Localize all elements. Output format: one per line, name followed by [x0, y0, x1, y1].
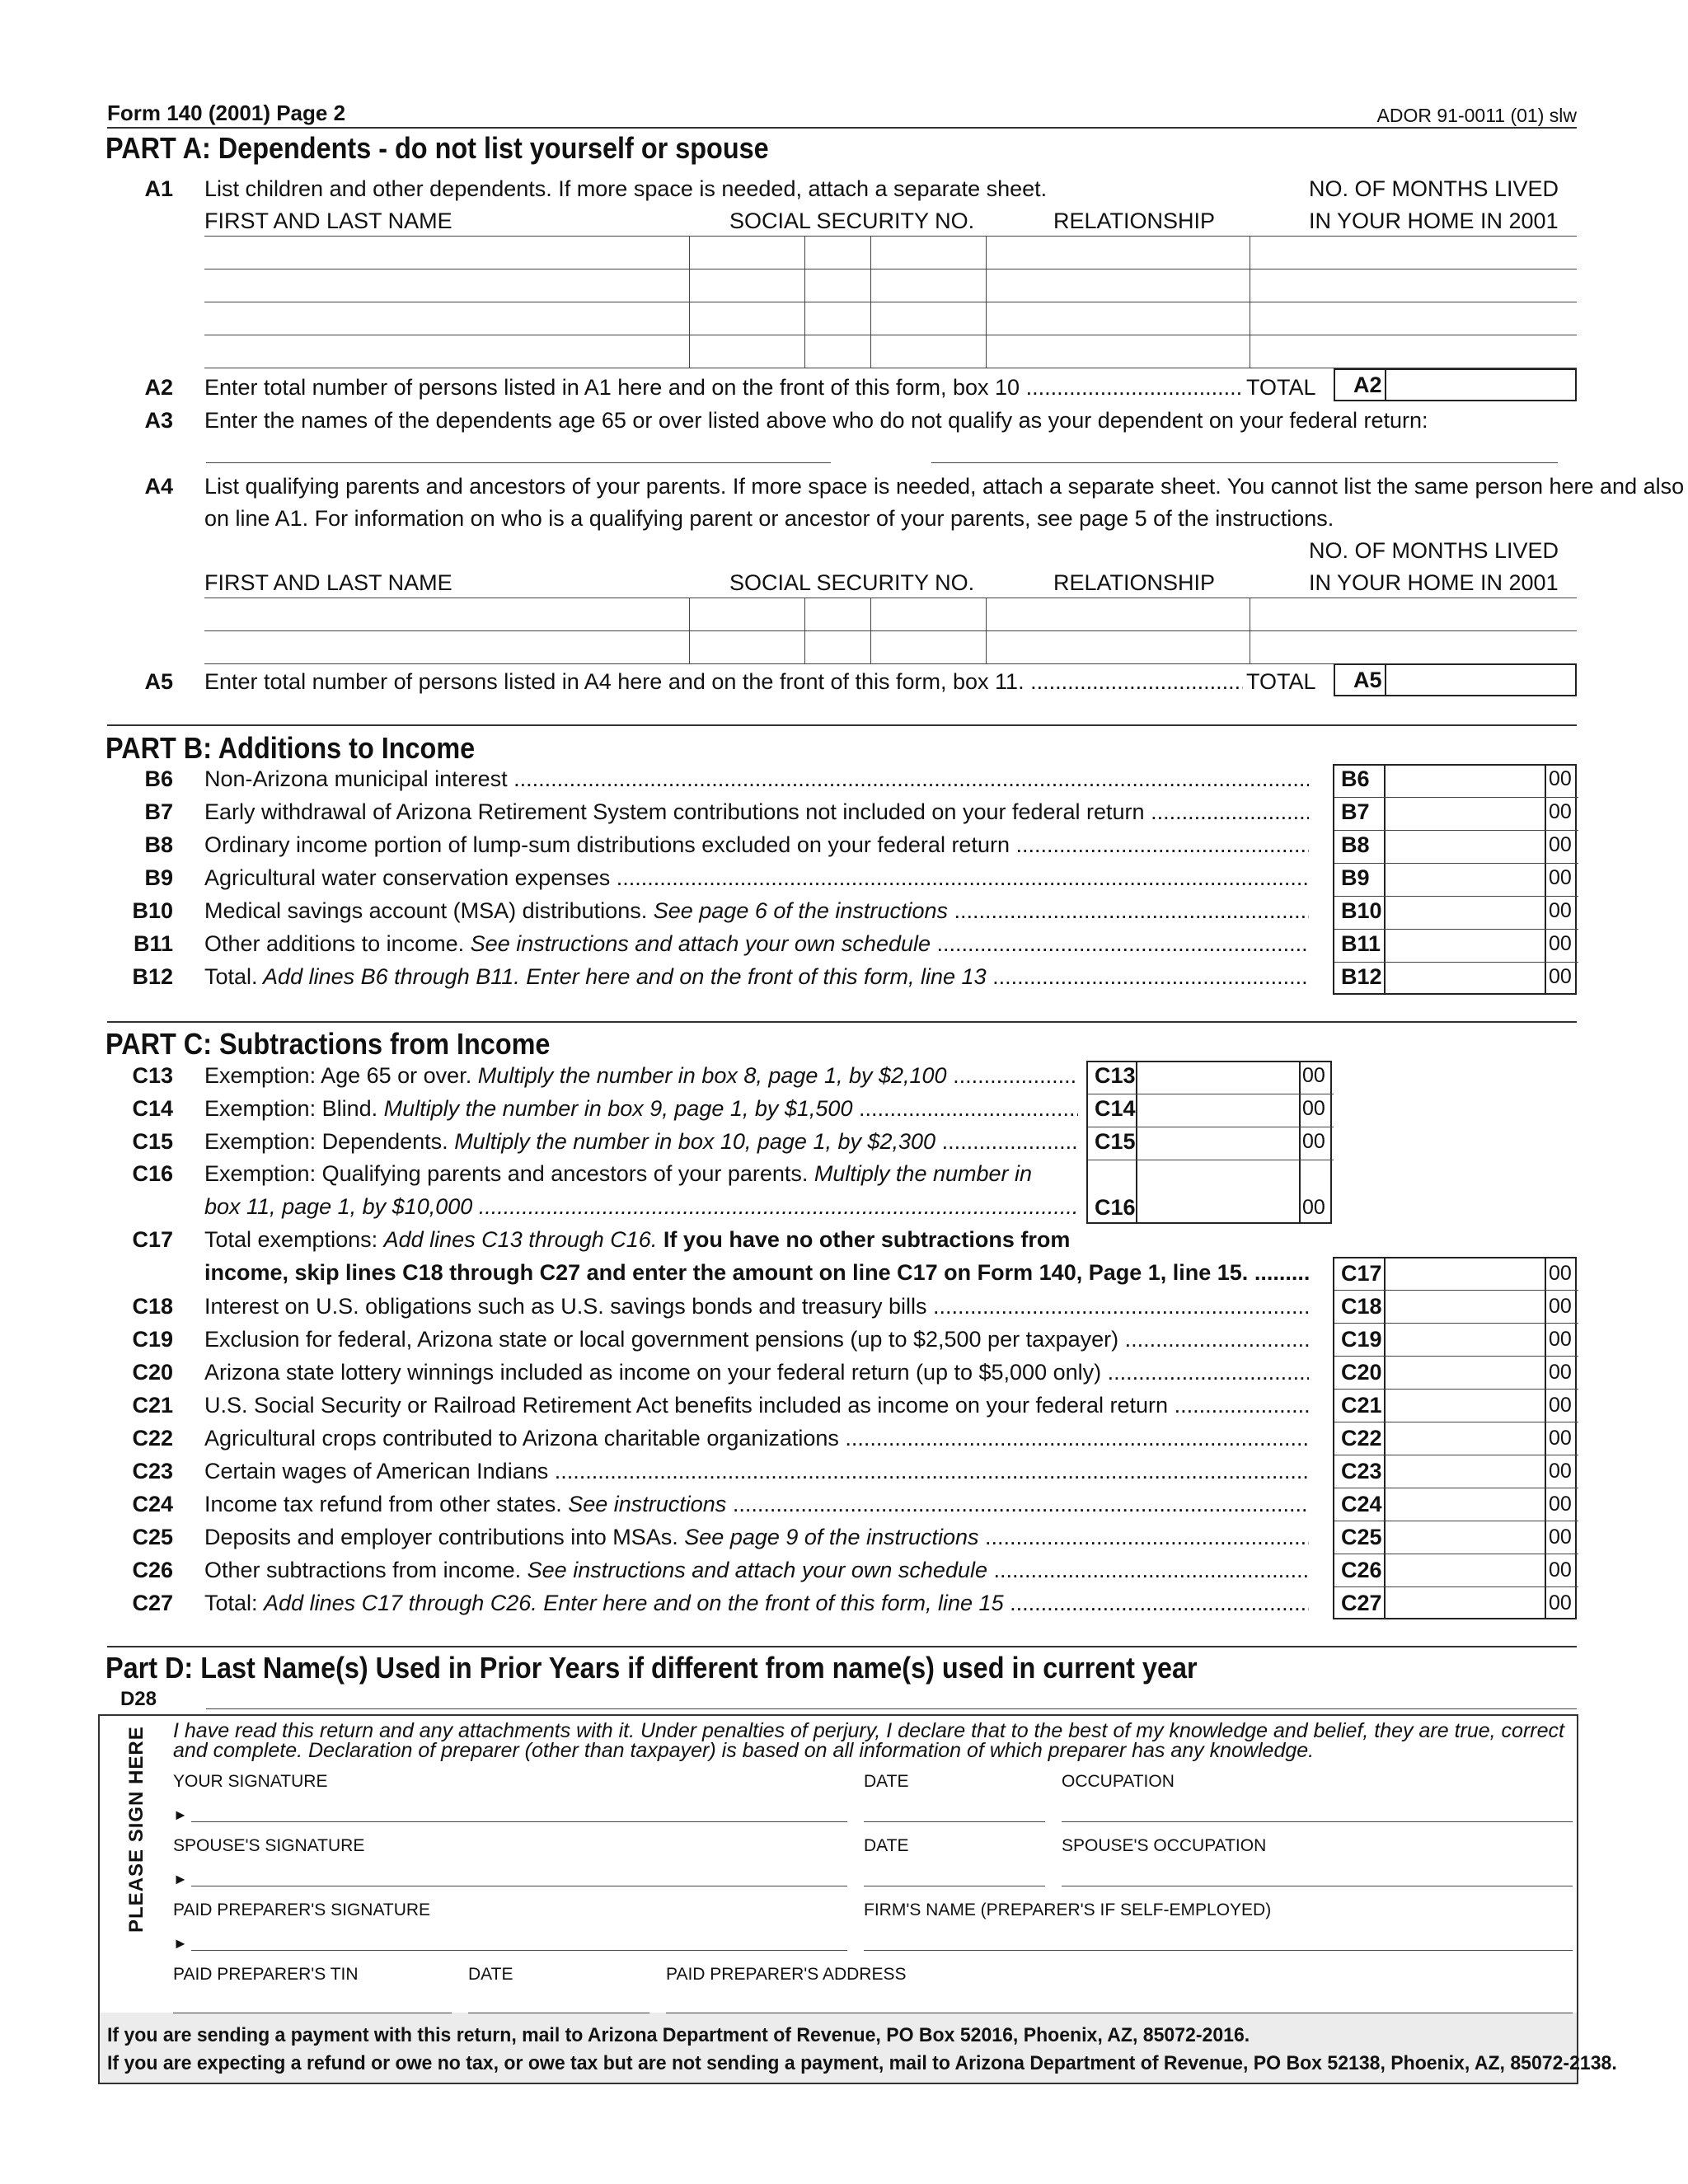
b11-box-label: B11: [1341, 931, 1381, 956]
a4-label: A4: [144, 474, 173, 499]
part-b-title: PART B: Additions to Income: [106, 731, 476, 765]
a5-box[interactable]: A5: [1334, 663, 1577, 696]
b12-cents: 00: [1549, 965, 1572, 988]
c22-cents: 00: [1549, 1427, 1572, 1450]
preparer-signature-line[interactable]: [191, 1950, 847, 1951]
occupation-label: OCCUPATION: [1062, 1772, 1175, 1791]
part-d-title: Part D: Last Name(s) Used in Prior Years if different from name(s) used in current year: [106, 1651, 1198, 1685]
b6-box-label: B6: [1341, 766, 1370, 791]
a4-col-name: FIRST AND LAST NAME: [204, 570, 452, 595]
preparer-signature-label: PAID PREPARER'S SIGNATURE: [173, 1900, 431, 1919]
a4-months-header-1: NO. OF MONTHS LIVED: [1309, 538, 1559, 563]
c20-label: C20: [132, 1360, 173, 1385]
b11-label: B11: [133, 931, 173, 956]
arrow-icon: ►: [173, 1935, 188, 1952]
a2-total: TOTAL: [1246, 375, 1316, 400]
c17-text-2: income, skip lines C18 through C27 and enter the amount on line C17 on Form 140, Page 1, line 15. .....: [204, 1259, 1309, 1286]
a4-months-header-2: IN YOUR HOME IN 2001: [1309, 570, 1559, 595]
b8-cents: 00: [1549, 833, 1572, 856]
b10-cents: 00: [1549, 899, 1572, 922]
firm-name-line[interactable]: [864, 1950, 1573, 1951]
b7-label: B7: [144, 799, 173, 824]
c17-cents: 00: [1549, 1262, 1572, 1285]
spouse-occupation-label: SPOUSE'S OCCUPATION: [1062, 1836, 1267, 1855]
declaration-2: and complete. Declaration of preparer (other than taxpayer) is based on all information of which preparer has any knowledge.: [173, 1739, 1315, 1762]
c19-label: C19: [132, 1327, 173, 1352]
b10-label: B10: [132, 898, 173, 923]
c27-label: C27: [132, 1591, 173, 1615]
c18-cents: 00: [1549, 1295, 1572, 1318]
part-c-title: PART C: Subtractions from Income: [106, 1027, 551, 1061]
b12-label: B12: [132, 964, 173, 989]
c14-text: Exemption: Blind. Multiply the number in box 9, page 1, by $1,500 .....: [204, 1095, 1078, 1122]
a4-row1-name[interactable]: [204, 601, 687, 629]
a1-text: List children and other dependents. If more space is needed, attach a separate sheet.: [204, 176, 1048, 201]
c13-box-label: C13: [1095, 1063, 1136, 1088]
b7-cents: 00: [1549, 800, 1572, 823]
c15-label: C15: [132, 1129, 173, 1154]
c22-box-label: C22: [1341, 1426, 1382, 1451]
c14-cents: 00: [1302, 1097, 1325, 1120]
arrow-icon: ►: [173, 1871, 188, 1887]
c18-box-label: C18: [1341, 1294, 1382, 1319]
date-label-2: DATE: [864, 1836, 909, 1855]
c26-cents: 00: [1549, 1558, 1572, 1582]
c19-text: Exclusion for federal, Arizona state or local government pensions (up to $2,500 per taxpayer) .....: [204, 1326, 1309, 1352]
c26-text: Other subtractions from income. See instructions and attach your own schedule .....: [204, 1557, 1309, 1583]
a1-col-name: FIRST AND LAST NAME: [204, 209, 452, 233]
c18-text: Interest on U.S. obligations such as U.S. savings bonds and treasury bills .....: [204, 1293, 1309, 1319]
a1-dependents-table: [204, 236, 1577, 368]
c15-cents: 00: [1302, 1130, 1325, 1153]
date-label-1: DATE: [864, 1772, 909, 1791]
b12-text: Total. Add lines B6 through B11. Enter here and on the front of this form, line 13 .....: [204, 963, 1309, 990]
c15-box-label: C15: [1095, 1129, 1136, 1154]
part-d-rule: [107, 1646, 1577, 1647]
b8-text: Ordinary income portion of lump-sum distributions excluded on your federal return .....: [204, 832, 1309, 858]
a4-text-1: List qualifying parents and ancestors of your parents. If more space is needed, attach a separate sheet. You cannot list the same person here and also: [204, 474, 1685, 499]
c14-label: C14: [132, 1096, 173, 1121]
a2-text: Enter total number of persons listed in A1 here and on the front of this form, box 10 .....: [204, 374, 1243, 401]
preparer-tin-label: PAID PREPARER'S TIN: [173, 1965, 359, 1984]
c16-label: C16: [132, 1161, 173, 1186]
c13-text: Exemption: Age 65 or over. Multiply the number in box 8, page 1, by $2,100 .....: [204, 1062, 1078, 1089]
c22-label: C22: [132, 1426, 173, 1451]
part-b-rule: [107, 724, 1577, 726]
a5-total: TOTAL: [1246, 669, 1316, 694]
a1-row2-name[interactable]: [204, 272, 687, 300]
c25-box-label: C25: [1341, 1525, 1382, 1549]
c25-text: Deposits and employer contributions into MSAs. See page 9 of the instructions .....: [204, 1524, 1309, 1550]
a3-text: Enter the names of the dependents age 65 or over listed above who do not qualify as your dependent on your federal return:: [204, 408, 1428, 433]
mailing-refund: If you are expecting a refund or owe no tax, or owe tax but are not sending a payment, mail to Arizona Department of Revenue, PO Box 52138, Phoenix, AZ, 85072-2138.: [107, 2052, 1617, 2074]
your-signature-label: YOUR SIGNATURE: [173, 1772, 328, 1791]
a1-row3-name[interactable]: [204, 305, 687, 333]
declaration-1: I have read this return and any attachments with it. Under penalties of perjury, I declare that to the best of my knowledge and belief, they are true, correct: [173, 1719, 1564, 1742]
a1-row4-name[interactable]: [204, 338, 687, 366]
a3-name-line-1[interactable]: [206, 462, 831, 463]
c19-cents: 00: [1549, 1328, 1572, 1351]
header-rule: [107, 127, 1577, 129]
b7-box-label: B7: [1341, 799, 1370, 824]
b10-box-label: B10: [1341, 898, 1382, 923]
a4-col-ssn: SOCIAL SECURITY NO.: [729, 570, 975, 595]
c20-box-label: C20: [1341, 1360, 1382, 1385]
c20-cents: 00: [1549, 1361, 1572, 1384]
spouse-signature-label: SPOUSE'S SIGNATURE: [173, 1836, 365, 1855]
b9-label: B9: [144, 865, 173, 890]
a1-col-relationship: RELATIONSHIP: [1053, 209, 1216, 233]
a4-text-2: on line A1. For information on who is a qualifying parent or ancestor of your parents, see page 5 of the instructions.: [204, 506, 1334, 531]
please-sign-here: PLEASE SIGN HERE: [125, 1726, 148, 1933]
c23-cents: 00: [1549, 1460, 1572, 1483]
date-label-3: DATE: [468, 1965, 513, 1984]
a2-label: A2: [144, 375, 173, 400]
d28-name-line[interactable]: [206, 1708, 1577, 1709]
a2-box[interactable]: A2: [1334, 368, 1577, 401]
c24-label: C24: [132, 1492, 173, 1516]
c27-text: Total: Add lines C17 through C26. Enter here and on the front of this form, line 15 .....: [204, 1590, 1309, 1616]
a4-row2-name[interactable]: [204, 634, 687, 662]
c27-cents: 00: [1549, 1591, 1572, 1615]
mailing-payment: If you are sending a payment with this return, mail to Arizona Department of Revenue, PO Box 52016, Phoenix, AZ, 85072-2016.: [107, 2024, 1250, 2046]
b10-text: Medical savings account (MSA) distributions. See page 6 of the instructions .....: [204, 898, 1309, 924]
c19-box-label: C19: [1341, 1327, 1382, 1352]
c23-label: C23: [132, 1459, 173, 1483]
a1-col-ssn: SOCIAL SECURITY NO.: [729, 209, 975, 233]
c23-box-label: C23: [1341, 1459, 1382, 1483]
c14-box-label: C14: [1095, 1096, 1136, 1121]
a5-label: A5: [144, 669, 173, 694]
b6-text: Non-Arizona municipal interest .....: [204, 766, 1309, 792]
c23-text: Certain wages of American Indians .....: [204, 1458, 1309, 1484]
a5-text: Enter total number of persons listed in A4 here and on the front of this form, box 11. .....: [204, 668, 1243, 695]
b9-box-label: B9: [1341, 865, 1370, 890]
ador-code: ADOR 91-0011 (01) slw: [1376, 105, 1577, 126]
c16-box-label: C16: [1095, 1195, 1136, 1220]
c16-text-1: Exemption: Qualifying parents and ancestors of your parents. Multiply the number in: [204, 1161, 1033, 1186]
a3-label: A3: [144, 408, 173, 433]
c21-cents: 00: [1549, 1394, 1572, 1417]
b11-cents: 00: [1549, 932, 1572, 955]
c24-text: Income tax refund from other states. See instructions .....: [204, 1491, 1309, 1517]
b6-cents: 00: [1549, 767, 1572, 790]
c25-cents: 00: [1549, 1526, 1572, 1549]
b9-cents: 00: [1549, 866, 1572, 889]
b8-box-label: B8: [1341, 832, 1370, 857]
c26-label: C26: [132, 1558, 173, 1582]
c13-label: C13: [132, 1063, 173, 1088]
a4-parents-table: [204, 598, 1577, 663]
c24-box-label: C24: [1341, 1492, 1382, 1516]
b6-label: B6: [144, 766, 173, 791]
preparer-address-label: PAID PREPARER'S ADDRESS: [666, 1965, 907, 1984]
c17-text-1: Total exemptions: Add lines C13 through C16. If you have no other subtractions from: [204, 1227, 1071, 1252]
c21-label: C21: [132, 1393, 173, 1418]
firm-name-label: FIRM'S NAME (PREPARER'S IF SELF-EMPLOYED): [864, 1900, 1272, 1919]
c17-box-label: C17: [1341, 1261, 1382, 1286]
c16-cents: 00: [1302, 1196, 1325, 1219]
a3-name-line-2[interactable]: [931, 462, 1558, 463]
c20-text: Arizona state lottery winnings included as income on your federal return (up to $5,000 only) .....: [204, 1359, 1309, 1385]
b8-label: B8: [144, 832, 173, 857]
c16-text-2: box 11, page 1, by $10,000 .....: [204, 1193, 1078, 1220]
c25-label: C25: [132, 1525, 173, 1549]
c27-box-label: C27: [1341, 1591, 1382, 1615]
c26-box-label: C26: [1341, 1558, 1382, 1582]
your-signature-line[interactable]: [191, 1821, 847, 1822]
c21-box-label: C21: [1341, 1393, 1382, 1418]
c21-text: U.S. Social Security or Railroad Retirement Act benefits included as income on your federal return .....: [204, 1392, 1309, 1418]
c17-label: C17: [132, 1227, 173, 1252]
date-line-1[interactable]: [864, 1821, 1045, 1822]
c24-cents: 00: [1549, 1493, 1572, 1516]
d28-label: D28: [120, 1688, 157, 1710]
form-id: Form 140 (2001) Page 2: [107, 101, 346, 125]
a1-label: A1: [144, 176, 173, 201]
b9-text: Agricultural water conservation expenses .....: [204, 865, 1309, 891]
c18-label: C18: [132, 1294, 173, 1319]
b7-text: Early withdrawal of Arizona Retirement System contributions not included on your federal return .....: [204, 799, 1309, 825]
c13-cents: 00: [1302, 1064, 1325, 1087]
b11-text: Other additions to income. See instructions and attach your own schedule .....: [204, 930, 1309, 957]
part-c-rule: [107, 1021, 1577, 1023]
a4-col-relationship: RELATIONSHIP: [1053, 570, 1216, 595]
b12-box-label: B12: [1341, 964, 1382, 989]
a1-row1-name[interactable]: [204, 239, 687, 267]
arrow-icon: ►: [173, 1807, 188, 1823]
a1-months-header-2: IN YOUR HOME IN 2001: [1309, 209, 1559, 233]
part-a-title: PART A: Dependents - do not list yourself or spouse: [106, 131, 769, 165]
c22-text: Agricultural crops contributed to Arizona charitable organizations .....: [204, 1425, 1309, 1451]
c15-text: Exemption: Dependents. Multiply the number in box 10, page 1, by $2,300 .....: [204, 1128, 1078, 1155]
occupation-line[interactable]: [1062, 1821, 1573, 1822]
a1-months-header-1: NO. OF MONTHS LIVED: [1309, 176, 1559, 201]
